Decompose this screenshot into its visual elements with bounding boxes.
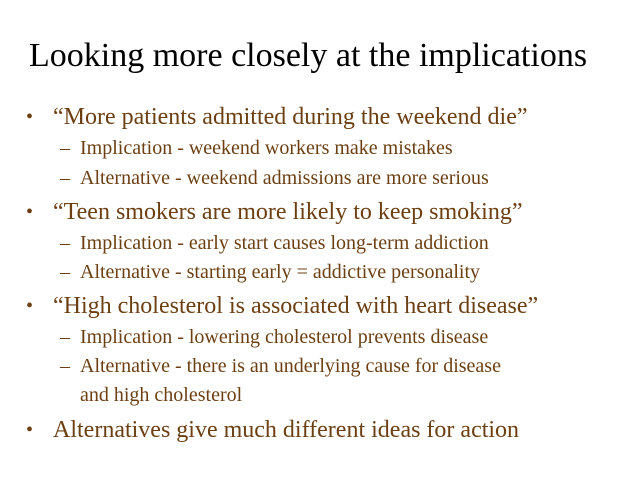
- bullet-icon: •: [26, 295, 34, 317]
- bullet-icon: •: [26, 106, 34, 128]
- bullet-text-3: “High cholesterol is associated with heart disease”: [53, 293, 539, 319]
- bullet-text-4: Alternatives give much different ideas for action: [53, 417, 520, 443]
- sub-point-1-2: Alternative - weekend admissions are more serious: [80, 167, 489, 189]
- sub-point-3-2-continued: and high cholesterol: [80, 384, 243, 406]
- dash-icon: –: [60, 355, 70, 377]
- dash-icon: –: [60, 326, 70, 348]
- sub-point-2-1: Implication - early start causes long-term addiction: [80, 232, 489, 254]
- dash-icon: –: [60, 137, 70, 159]
- bullet-text-1: “More patients admitted during the weekend die”: [53, 104, 528, 130]
- bullet-icon: •: [26, 201, 34, 223]
- slide-title: Looking more closely at the implications: [29, 37, 588, 74]
- dash-icon: –: [60, 232, 70, 254]
- sub-point-1-1: Implication - weekend workers make mistakes: [80, 137, 453, 159]
- sub-point-2-2: Alternative - starting early = addictive personality: [80, 261, 481, 283]
- bullet-icon: •: [26, 419, 34, 441]
- dash-icon: –: [60, 167, 70, 189]
- sub-point-3-1: Implication - lowering cholesterol prevents disease: [80, 326, 489, 348]
- bullet-text-2: “Teen smokers are more likely to keep smoking”: [53, 199, 523, 225]
- sub-point-3-2: Alternative - there is an underlying cause for disease: [80, 355, 501, 377]
- dash-icon: –: [60, 261, 70, 283]
